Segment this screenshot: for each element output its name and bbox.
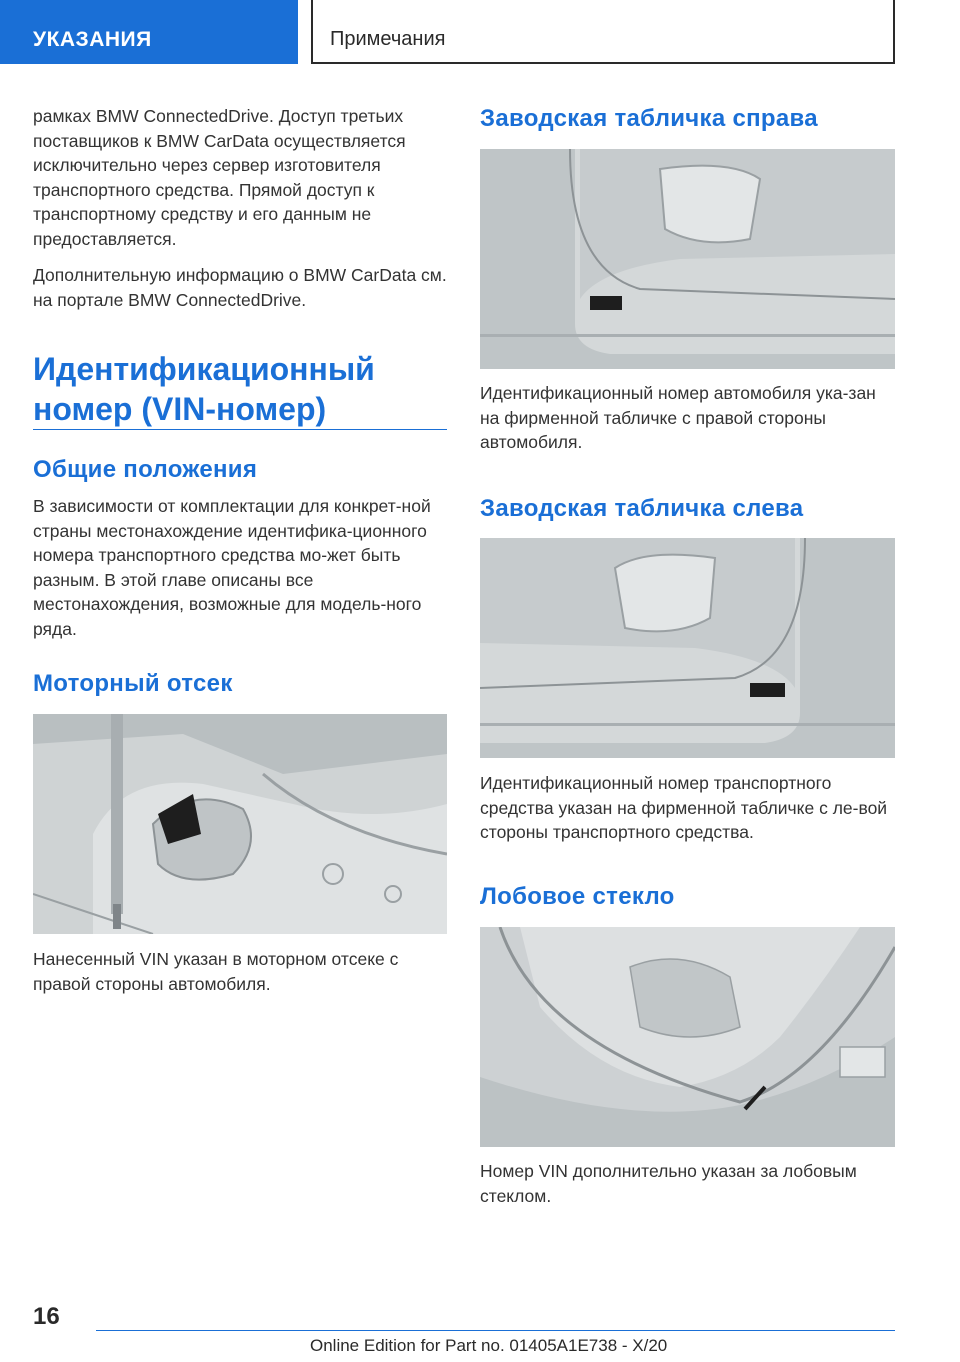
cardata-paragraph: Дополнительную информацию о BMW CarData см. на портале BMW ConnectedDrive. [33,265,447,310]
windshield-heading: Лобовое стекло [480,883,675,910]
engine-bay-image [33,714,447,934]
right-plate-heading: Заводская табличка справа [480,105,818,132]
left-plate-caption: Идентификационный номер транспортного средства указан на фирменной табличке с ле-вой стороны транспортного средства. [480,773,888,842]
subsection-tab[interactable]: Примечания [311,0,895,64]
engine-caption: Нанесенный VIN указан в моторном отсеке с правой стороны автомобиля. [33,949,399,994]
footer-divider [96,1330,895,1331]
left-plate-heading: Заводская табличка слева [480,495,804,522]
windshield-image [480,927,895,1147]
windshield-caption: Номер VIN дополнительно указан за лобовым стеклом. [480,1161,857,1206]
section-tab[interactable]: УКАЗАНИЯ [0,0,298,64]
page-title-line1: Идентификационный [33,351,375,387]
right-plate-caption: Идентификационный номер автомобиля ука-зан на фирменной табличке с правой стороны автомобиля. [480,383,876,452]
engine-heading: Моторный отсек [33,670,233,697]
footer-edition: Online Edition for Part no. 01405A1E738 - X/20 [310,1336,668,1355]
intro-paragraph: рамках BMW ConnectedDrive. Доступ третьих поставщиков к BMW CarData осуществляется исключительно через сервер изготовителя транспортного средства. Прямой доступ к транспортному средству и его данным не предоставляется. [33,106,406,249]
title-divider [33,429,447,430]
page-number: 16 [33,1303,60,1330]
general-heading: Общие положения [33,456,258,483]
page-title-line2: номер (VIN-номер) [33,391,327,427]
left-plate-image [480,538,895,758]
right-plate-image [480,149,895,369]
general-text: В зависимости от комплектации для конкрет-ной страны местонахождение идентифика-ционного номера транспортного средства мо-жет быть разным. В этой главе описаны все местонахождения, возможные для модель-ного ряда. [33,496,431,639]
